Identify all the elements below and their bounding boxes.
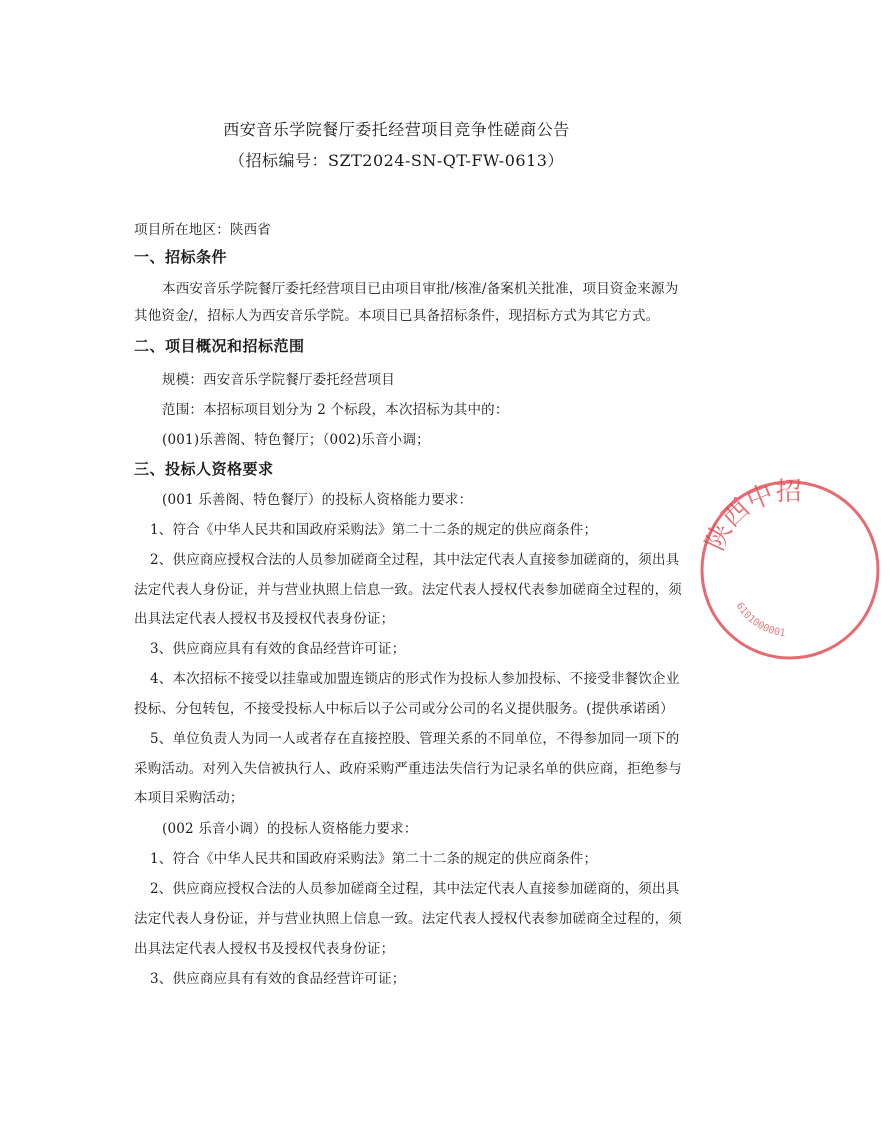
lot1-item: 5、单位负责人为同一人或者存在直接控股、管理关系的不同单位，不得参加同一项下的 bbox=[150, 731, 680, 747]
lot1-item: 本项目采购活动； bbox=[134, 790, 244, 806]
lot1-item: 采购活动。对列入失信被执行人、政府采购严重违法失信行为记录名单的供应商，拒绝参与 bbox=[134, 761, 682, 777]
lot1-item: 4、本次招标不接受以挂靠或加盟连锁店的形式作为投标人参加投标、不接受非餐饮企业 bbox=[150, 671, 680, 687]
lot1-item: 3、供应商应具有有效的食品经营许可证； bbox=[150, 641, 406, 657]
lot2-intro: (002 乐音小调）的投标人资格能力要求： bbox=[162, 821, 418, 837]
project-scope: 范围：本招标项目划分为 2 个标段，本次招标为其中的： bbox=[162, 402, 509, 418]
lot2-item: 法定代表人身份证，并与营业执照上信息一致。法定代表人授权代表参加磋商全过程的，须 bbox=[134, 911, 682, 927]
section-heading-1: 一、招标条件 bbox=[134, 248, 228, 266]
lot2-item: 1、符合《中华人民共和国政府采购法》第二十二条的规定的供应商条件； bbox=[150, 851, 598, 867]
section-heading-3: 三、投标人资格要求 bbox=[134, 460, 274, 478]
svg-text:6101000001: 6101000001 bbox=[733, 600, 787, 640]
lot1-item: 出具法定代表人授权书及授权代表身份证； bbox=[134, 611, 395, 627]
official-seal bbox=[690, 470, 890, 670]
lot2-item: 2、供应商应授权合法的人员参加磋商全过程，其中法定代表人直接参加磋商的，须出具 bbox=[150, 881, 680, 897]
lot1-item: 法定代表人身份证，并与营业执照上信息一致。法定代表人授权代表参加磋商全过程的，须 bbox=[134, 582, 682, 598]
lot2-item: 出具法定代表人授权书及授权代表身份证； bbox=[134, 941, 395, 957]
lot-list: (001)乐善阁、特色餐厅；（002)乐音小调； bbox=[162, 432, 430, 448]
section-heading-2: 二、项目概况和招标范围 bbox=[134, 337, 305, 355]
lot2-item: 3、供应商应具有有效的食品经营许可证； bbox=[150, 971, 406, 987]
svg-text:陕西中招: 陕西中招 bbox=[700, 476, 802, 556]
lot1-item: 2、供应商应授权合法的人员参加磋商全过程，其中法定代表人直接参加磋商的，须出具 bbox=[150, 552, 680, 568]
document-title: 西安音乐学院餐厅委托经营项目竞争性磋商公告 bbox=[223, 120, 570, 139]
lot1-item: 1、符合《中华人民共和国政府采购法》第二十二条的规定的供应商条件； bbox=[150, 522, 598, 538]
lot1-item: 投标、分包转包，不接受投标人中标后以子公司或分公司的名义提供服务。(提供承诺函） bbox=[134, 701, 674, 717]
project-region: 项目所在地区：陕西省 bbox=[134, 222, 271, 238]
project-scale: 规模：西安音乐学院餐厅委托经营项目 bbox=[162, 372, 395, 388]
paragraph-line: 本西安音乐学院餐厅委托经营项目已由项目审批/核准/备案机关批准，项目资金来源为 bbox=[162, 281, 679, 297]
lot1-intro: (001 乐善阁、特色餐厅）的投标人资格能力要求： bbox=[162, 492, 473, 508]
paragraph-line: 其他资金/，招标人为西安音乐学院。本项目已具备招标条件，现招标方式为其它方式。 bbox=[134, 308, 660, 324]
bid-number: （招标编号：SZT2024-SN-QT-FW-0613） bbox=[229, 151, 564, 170]
